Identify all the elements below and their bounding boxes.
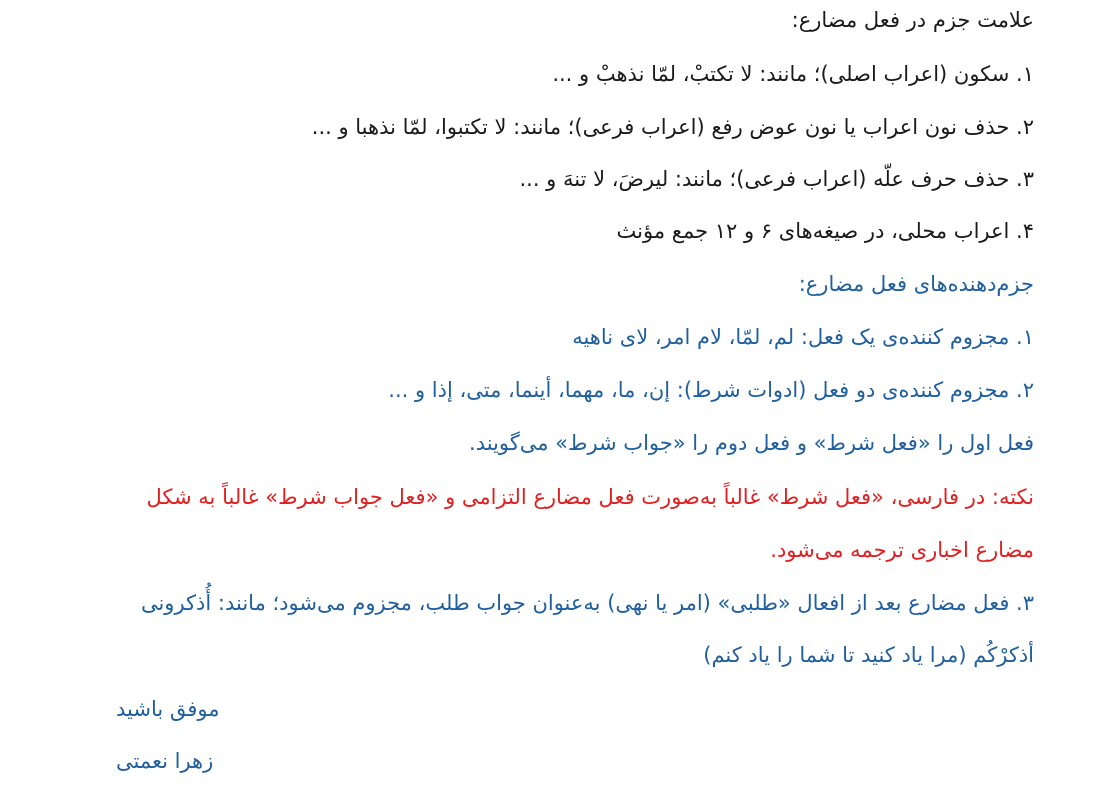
section2-item-3-line-2: أذکرْکُم (مرا یاد کنید تا شما را یاد کنم) [703,643,1034,667]
section2-item-3-line-1: ۳. فعل مضارع بعد از افعال «طلبی» (امر یا نهی) به‌عنوان جواب طلب، مجزوم می‌شود؛ مانند: أُذکرونی [140,591,1034,615]
section1-item-2: ۲. حذف نون اعراب یا نون عوض رفع (اعراب فرعی)؛ مانند: لا تکتبوا، لمّا نذهبا و ... [311,115,1034,139]
closing-wish: موفق باشید [116,697,220,721]
section1-item-4: ۴. اعراب محلی، در صیغه‌های ۶ و ۱۲ جمع مؤنث [616,219,1034,243]
section2-explanation: فعل اول را «فعل شرط» و فعل دوم را «جواب شرط» می‌گویند. [469,431,1034,455]
section2-item-1: ۱. مجزوم کننده‌ی یک فعل: لم، لمّا، لام امر، لای ناهیه [572,325,1034,349]
section1-item-1: ۱. سکون (اعراب اصلی)؛ مانند: لا تکتبْ، لمّا نذهبْ و ... [552,62,1034,86]
note-line-1: نکته: در فارسی، «فعل شرط» غالباً به‌صورت فعل مضارع التزامی و «فعل جواب شرط» غالباً به شکل [146,485,1034,509]
note-line-2: مضارع اخباری ترجمه می‌شود. [770,538,1034,562]
author-name: زهرا نعمتی [116,749,214,773]
section1-heading: علامت جزم در فعل مضارع: [791,8,1034,32]
section1-item-3: ۳. حذف حرف علّه (اعراب فرعی)؛ مانند: لیرضَ، لا تنهَ و ... [519,167,1034,191]
section2-item-2: ۲. مجزوم کننده‌ی دو فعل (ادوات شرط): إن، ما، مهما، أینما، متی، إذا و ... [388,378,1034,402]
section2-heading: جزم‌دهنده‌های فعل مضارع: [798,272,1034,296]
